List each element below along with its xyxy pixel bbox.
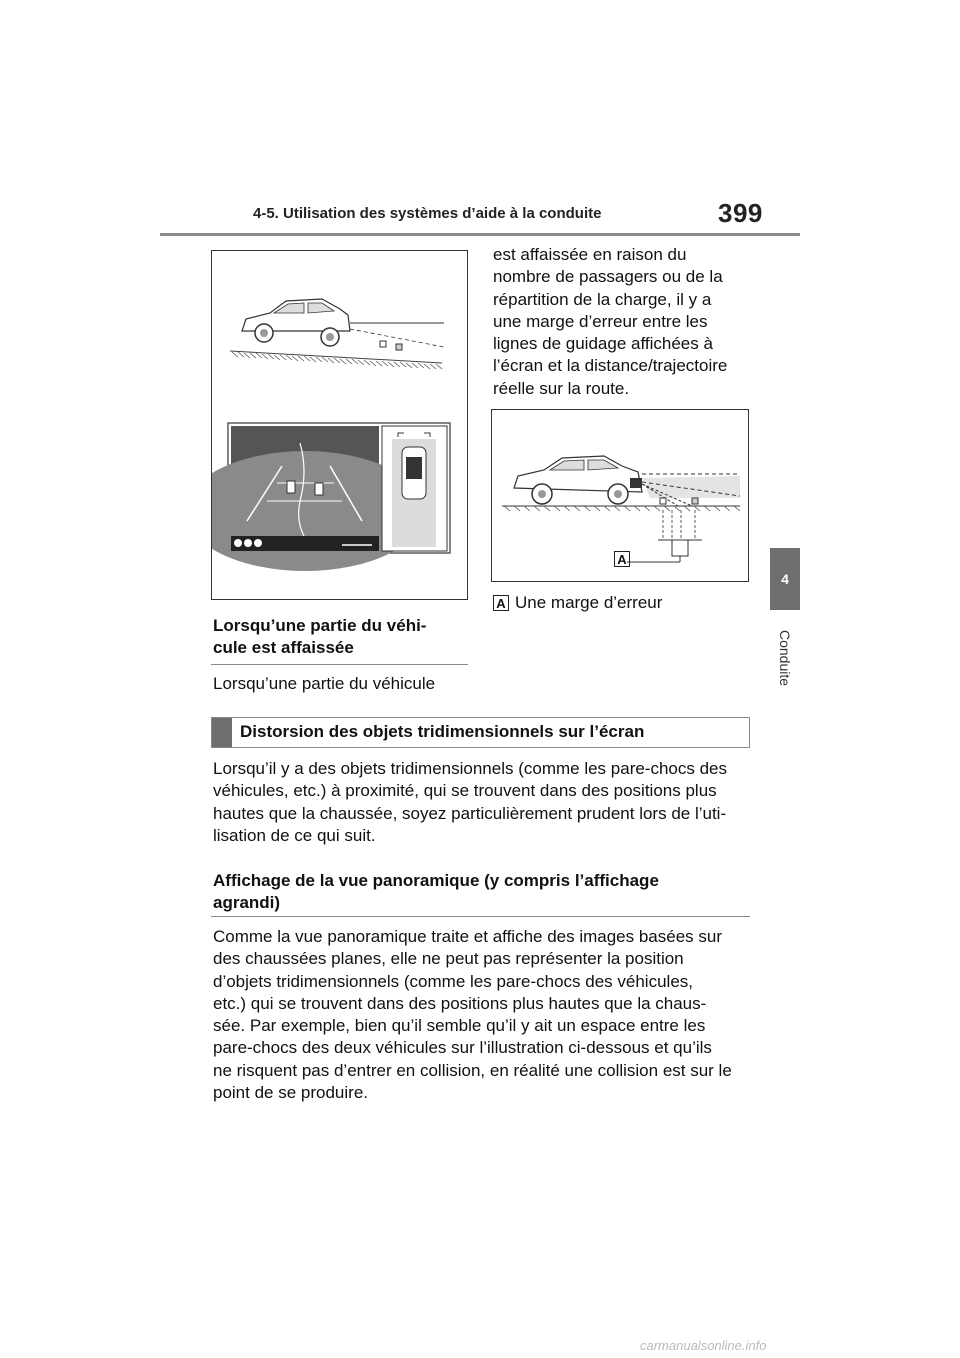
figure-sagging-vehicle: [211, 250, 468, 600]
callout-a-figure: A: [614, 551, 630, 567]
subheading-rule: [211, 664, 468, 665]
subheading-sagging: Lorsqu’une partie du véhi- cule est affaissée: [213, 616, 427, 657]
section-heading-bar: [211, 717, 750, 748]
figure-margin-of-error: [491, 409, 749, 582]
callout-a-text: Une marge d’erreur: [515, 593, 663, 612]
subsection-rule: [211, 916, 750, 917]
chapter-label: [770, 618, 800, 698]
section-heading: Distorsion des objets tridimensionnels sur l’écran: [240, 722, 645, 741]
sagging-vehicle-illustration: [212, 251, 467, 599]
callout-a-legend: A: [493, 595, 509, 611]
chapter-number: 4: [781, 571, 789, 587]
section-intro: Lorsqu’il y a des objets tridimensionnels (comme les pare-chocs des véhicules, etc.) à proximité, qui se trouvent dans des positions plus hautes que la chaussée, soyez particulièrement prudent lors de l’uti- lisation de ce qui suit.: [213, 759, 728, 845]
section-header: 4-5. Utilisation des systèmes d’aide à la conduite: [253, 205, 602, 222]
subsection-paragraph: Comme la vue panoramique traite et affiche des images basées sur des chaussées planes, elle ne peut pas représenter la position d’objets tridimensionnels (comme les pare-chocs des véhicules, etc.) qui se trouvent dans des positions plus hautes que la chaus- sée. Par exemple, bien qu’il semble qu’il y ait un espace entre les pare-chocs des deux véhicules sur l’illustration ci-dessous et qu’ils ne risquent pas d’entrer en collision, en réalité une collision est sur le point de se produire.: [213, 927, 732, 1103]
header-rule: [160, 233, 800, 236]
subsection-heading: Affichage de la vue panoramique (y compris l’affichage agrandi): [213, 871, 659, 912]
page-number: 399: [718, 198, 763, 228]
chapter-tab[interactable]: [770, 548, 800, 610]
left-paragraph: Lorsqu’une partie du véhicule: [213, 674, 436, 693]
right-paragraph: est affaissée en raison du nombre de passagers ou de la répartition de la charge, il y a une marge d’erreur entre les lignes de guidage affichées à l’écran et la distance/trajectoire réelle sur la route.: [493, 245, 728, 398]
watermark: carmanualsonline.info: [640, 1338, 767, 1353]
chapter-name: Conduite: [777, 629, 793, 687]
section-heading-marker: [212, 718, 232, 747]
